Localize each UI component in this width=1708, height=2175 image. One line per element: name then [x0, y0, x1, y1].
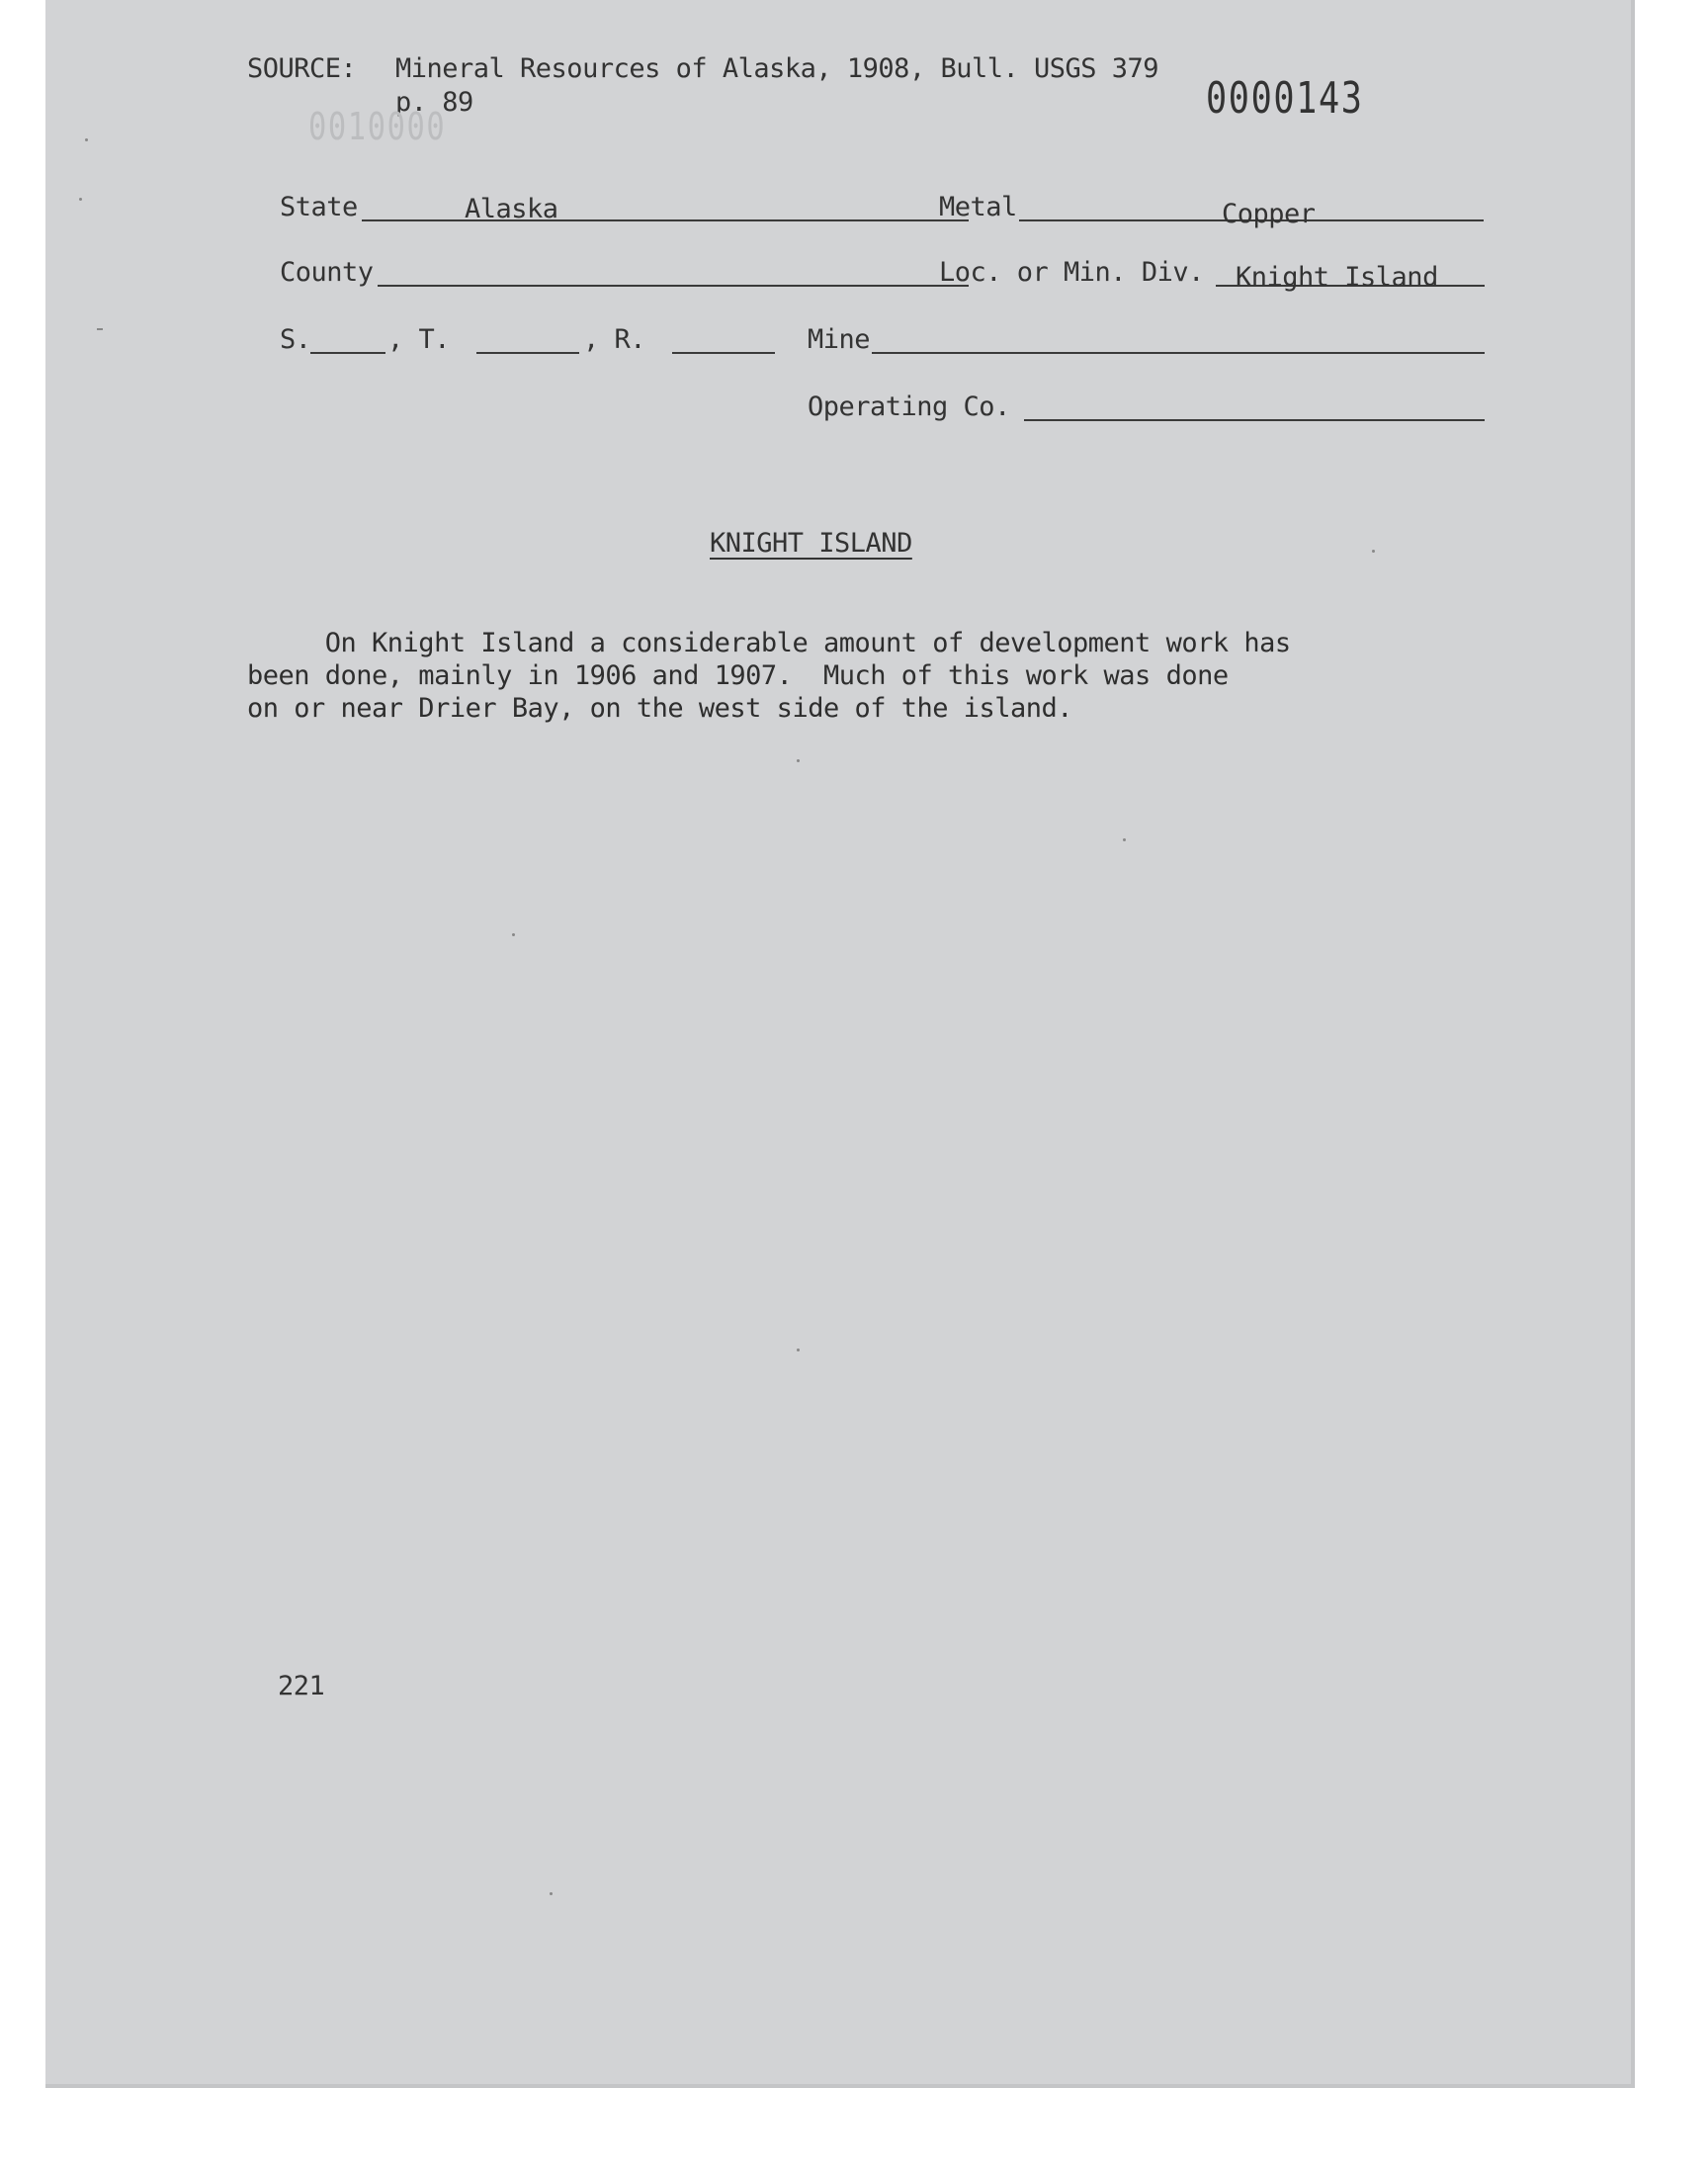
body-line-3: on or near Drier Bay, on the west side of the island. — [247, 693, 1073, 724]
section-heading: KNIGHT ISLAND — [710, 528, 912, 559]
page-number: 221 — [278, 1671, 325, 1701]
loc-value: Knight Island — [1236, 262, 1438, 293]
margin-speck — [97, 328, 103, 330]
scan-speck — [1123, 838, 1126, 841]
scan-speck — [1372, 550, 1375, 553]
margin-speck — [85, 138, 88, 141]
scan-speck — [550, 1892, 553, 1895]
section-line — [310, 352, 385, 354]
county-line — [378, 285, 969, 287]
state-label: State — [280, 192, 358, 222]
county-label: County — [280, 257, 374, 288]
section-label: S. — [280, 324, 311, 355]
mine-label: Mine — [808, 324, 871, 355]
range-line — [672, 352, 775, 354]
scan-speck — [512, 933, 515, 936]
body-line-1: On Knight Island a considerable amount of development work has — [247, 628, 1291, 658]
source-text: Mineral Resources of Alaska, 1908, Bull. USGS 379 — [395, 53, 1159, 84]
body-line-2: been done, mainly in 1906 and 1907. Much of this work was done — [247, 660, 1229, 691]
scan-speck — [797, 1348, 800, 1351]
source-page: p. 89 — [395, 87, 473, 118]
metal-label: Metal — [939, 192, 1017, 222]
scan-speck — [797, 759, 800, 762]
operating-co-line — [1024, 419, 1485, 421]
loc-label: Loc. or Min. Div. — [939, 257, 1204, 288]
township-label: , T. — [387, 324, 451, 355]
metal-value: Copper — [1222, 199, 1316, 229]
margin-speck — [79, 198, 82, 201]
range-label: , R. — [583, 324, 646, 355]
state-value: Alaska — [465, 194, 558, 224]
source-label: SOURCE: — [247, 53, 357, 84]
state-line — [362, 219, 969, 221]
township-line — [476, 352, 579, 354]
document-page — [45, 0, 1635, 2088]
mine-line — [872, 352, 1485, 354]
operating-co-label: Operating Co. — [808, 392, 1010, 422]
stamp-number: 0000143 — [1206, 73, 1364, 124]
faint-stamp-mark: 0010000 — [308, 105, 447, 148]
